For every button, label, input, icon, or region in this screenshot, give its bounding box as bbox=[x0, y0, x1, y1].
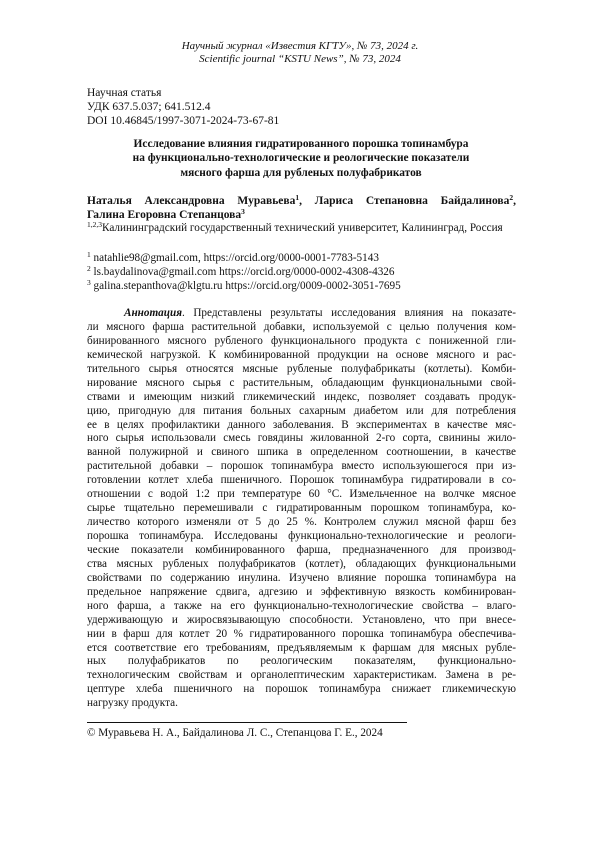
abstract-line-text: удерживающую и жиросвязывающую способности. Установлено, что при внесе- bbox=[87, 613, 516, 626]
abstract-line bbox=[87, 432, 516, 446]
abstract-line-text: сырье тщательно перемешивали с гидратированным порошком топинамбура, ко- bbox=[87, 502, 516, 515]
abstract-line-text: цию, пригодную для питания больных сахарным диабетом или для потребления bbox=[87, 404, 516, 417]
abstract-line bbox=[87, 572, 516, 586]
author-name: Наталья Александровна Муравьева bbox=[87, 195, 296, 207]
abstract-line bbox=[87, 307, 516, 321]
abstract bbox=[87, 307, 516, 711]
abstract-line-text: ства мясных рубленых полуфабрикатов (котлет), обладающих функциональными bbox=[87, 557, 516, 570]
contact-line bbox=[87, 265, 401, 279]
abstract-line-text: ческие показатели комбинированного фарша, предназначенного для производ- bbox=[87, 543, 516, 556]
footnote-divider bbox=[87, 722, 407, 723]
abstract-line bbox=[87, 405, 516, 419]
journal-header-ru: Научный журнал «Известия КГТУ», № 73, 2024 г. bbox=[181, 40, 419, 52]
abstract-line-text: растительной добавки – порошок топинамбура вместо используюшегося при из- bbox=[87, 460, 516, 473]
contact-text: galina.stepanthova@klgtu.ru https://orcid.org/0009-0002-3051-7695 bbox=[93, 280, 401, 292]
journal-header bbox=[0, 40, 600, 66]
abstract-line-text: бинированного мясного рубленого функционального продукта с пониженной гли- bbox=[87, 334, 516, 347]
abstract-line bbox=[87, 655, 516, 669]
abstract-line-text: личество которого изменяли от 5 до 25 %. Контролем служил мясной фарш без bbox=[87, 516, 516, 529]
author-name: Галина Егоровна Степанцова bbox=[87, 209, 242, 221]
abstract-line bbox=[87, 614, 516, 628]
abstract-line-text: ется соответствие его требованиям, предъявляемым к фаршам для мясных рубле- bbox=[87, 641, 516, 654]
abstract-line bbox=[87, 349, 516, 363]
copyright-notice: © Муравьева Н. А., Байдалинова Л. С., Степанцова Г. Е., 2024 bbox=[87, 727, 383, 739]
affiliation-text: Калининградский государственный технический университет, Калининград, Россия bbox=[102, 222, 503, 234]
abstract-line-text: отношении с водой 1:2 при температуре 60 °С. Измельченное на волчке мясное bbox=[87, 488, 516, 501]
article-meta bbox=[87, 86, 279, 128]
abstract-line-text: технологическим свойствам и органолептическим характеристикам. Замена в ре- bbox=[87, 669, 516, 682]
abstract-line-text: . Представлены результаты исследования влияния на показате- bbox=[181, 307, 516, 319]
title-line: Исследование влияния гидратированного порошка топинамбура bbox=[133, 138, 469, 150]
contact-ref: 3 bbox=[87, 278, 91, 287]
abstract-line-text: предельное напряжение сдвига, адгезию и эффективную вязкость комбинирован- bbox=[87, 585, 516, 598]
author-name: Лариса Степановна Байдалинова bbox=[314, 195, 510, 207]
author-ref: 2 bbox=[509, 193, 514, 202]
abstract-line bbox=[87, 419, 516, 433]
abstract-line-text: ствами и имеющим низкий гликемический индекс, позволяет создавать продук- bbox=[87, 390, 516, 403]
abstract-line-text: кемической нагрузкой. К комбинированной продукции на основе мясного и рас- bbox=[87, 348, 516, 361]
author-contacts bbox=[87, 251, 401, 293]
abstract-line-text: тительного сырья относятся мясные рубленые полуфабрикаты (котлеты). Комби- bbox=[87, 362, 516, 375]
abstract-line bbox=[87, 544, 516, 558]
abstract-line-text: ли мясного фарша растительной добавки, используемой с целью получения ком- bbox=[87, 320, 516, 333]
title-line: мясного фарша для рубленых полуфабрикатов bbox=[180, 166, 422, 179]
abstract-line bbox=[87, 669, 516, 683]
abstract-line-text: нии в фарш для котлет 20 % гидратированного порошка топинамбура обеспечива- bbox=[87, 627, 516, 640]
abstract-line-text: свойствами по содержанию инулина. Изучено влияние порошка топинамбура на bbox=[87, 571, 516, 584]
contact-line bbox=[87, 279, 401, 293]
abstract-line bbox=[87, 335, 516, 349]
abstract-line bbox=[87, 586, 516, 600]
abstract-line bbox=[87, 697, 516, 711]
abstract-line-text: порошка топинамбура. Исследованы функционально-технологические и реологи- bbox=[87, 530, 516, 542]
article-title bbox=[87, 137, 515, 180]
abstract-line-text: ного сырья использовали смесь говядины жилованной 2-го сорта, свинины жило- bbox=[87, 432, 516, 445]
affiliation bbox=[87, 221, 516, 235]
abstract-line-text: цептуре хлеба пшеничного на порошок топинамбура снижает гликемическую bbox=[87, 683, 516, 696]
title-line: на функционально-технологические и реологические показатели bbox=[132, 152, 470, 165]
abstract-line bbox=[87, 628, 516, 642]
abstract-line-text: готовлении котлет хлеба пшеничного. Порошок топинамбура гидратировали в со- bbox=[87, 474, 516, 487]
abstract-line-text: ного фарша, а также на его функционально-технологические свойства – влаго- bbox=[87, 599, 516, 612]
abstract-line bbox=[87, 516, 516, 530]
abstract-line bbox=[87, 321, 516, 335]
affiliation-ref: 1,2,3 bbox=[87, 220, 102, 229]
contact-text: ls.baydalinova@gmail.com https://orcid.org/0000-0002-4308-4326 bbox=[93, 266, 395, 278]
journal-header-en: Scientific journal “KSTU News”, № 73, 2024 bbox=[199, 53, 401, 65]
contact-ref: 1 bbox=[87, 250, 91, 259]
author-ref: 3 bbox=[241, 207, 245, 216]
doi: DOI 10.46845/1997-3071-2024-73-67-81 bbox=[87, 115, 280, 127]
abstract-line bbox=[87, 530, 516, 544]
abstract-line-text: ее в целях профилактики данного заболевания. В экспериментах в качестве мяс- bbox=[87, 418, 516, 431]
abstract-line bbox=[87, 488, 516, 502]
article-type: Научная статья bbox=[87, 87, 162, 99]
abstract-line-text: ванной полужирной и свиного шпика в определенном соотношении, в качестве bbox=[87, 446, 516, 459]
contact-text: natahlie98@gmail.com, https://orcid.org/0000-0001-7783-5143 bbox=[93, 252, 379, 264]
contact-ref: 2 bbox=[87, 264, 91, 273]
abstract-line bbox=[87, 363, 516, 377]
abstract-line bbox=[87, 558, 516, 572]
udk-code: УДК 637.5.037; 641.512.4 bbox=[87, 101, 211, 113]
author-ref: 1 bbox=[295, 193, 300, 202]
abstract-line-text: ных полуфабрикатов по реологическим показателям, функционально- bbox=[87, 655, 516, 668]
abstract-line-text: нирование мясного сырья с растительным, обладающим функциональными свой- bbox=[87, 376, 516, 389]
abstract-label: Аннотация bbox=[124, 307, 182, 319]
abstract-line bbox=[87, 446, 516, 460]
abstract-line bbox=[87, 391, 516, 405]
abstract-line-text: нагрузку продукта. bbox=[87, 697, 178, 710]
abstract-line bbox=[87, 460, 516, 474]
abstract-line bbox=[87, 642, 516, 656]
contact-line bbox=[87, 251, 401, 265]
abstract-line bbox=[87, 377, 516, 391]
abstract-line bbox=[87, 683, 516, 697]
abstract-line bbox=[87, 474, 516, 488]
abstract-line bbox=[87, 600, 516, 614]
authors: Наталья Александровна Муравьева$^1$, Лариса Степановна Байдалинова$^2$, Галина Егоровна Степанцова$^3$ bbox=[87, 193, 516, 221]
abstract-line bbox=[87, 502, 516, 516]
